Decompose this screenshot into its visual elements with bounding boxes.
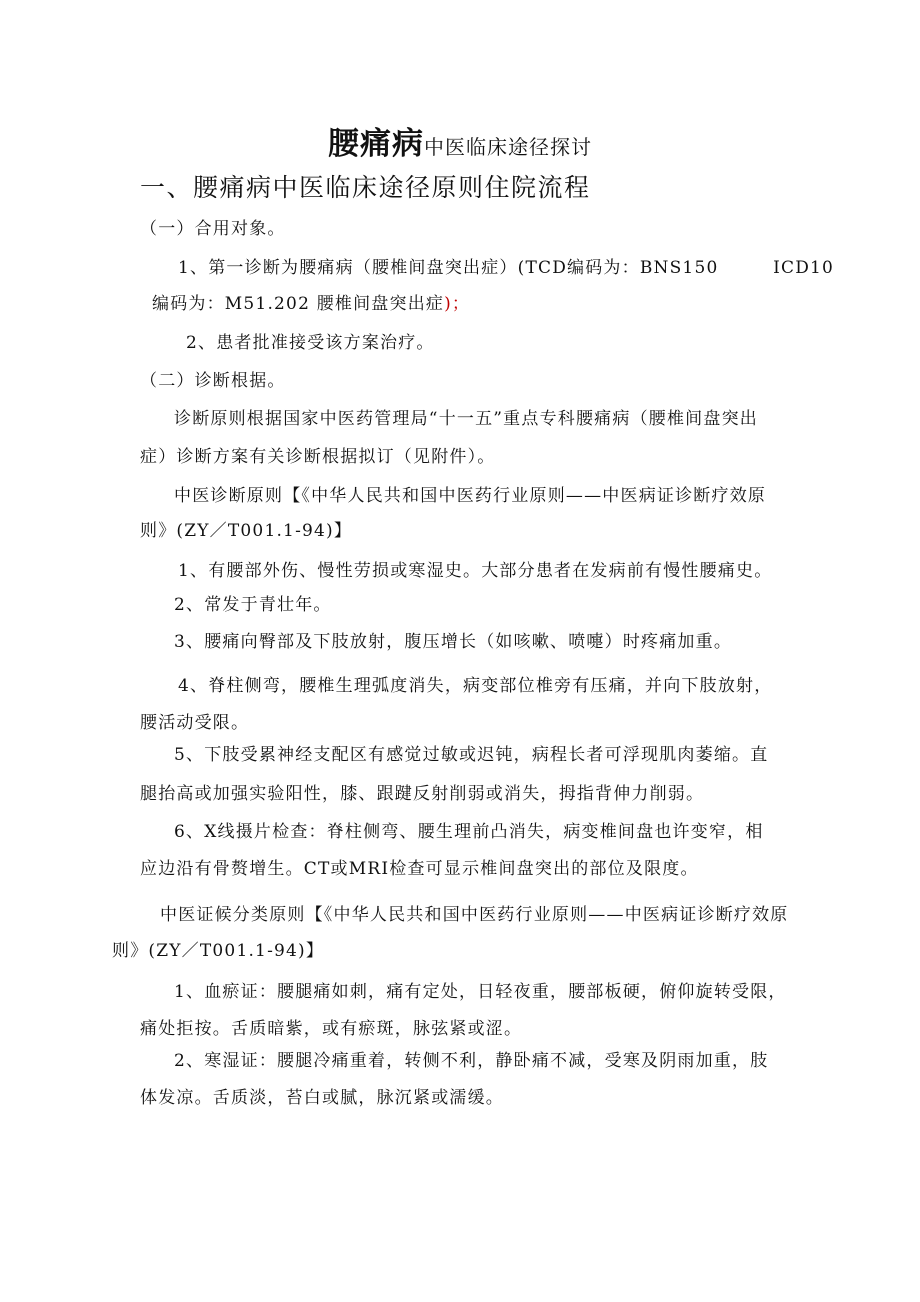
paragraph-line: 则》(ZY／T001.1-94)】 [140, 521, 353, 541]
paragraph-line: 中医证候分类原则【《中华人民共和国中医药行业原则——中医病证诊断疗效原 [160, 905, 789, 925]
paragraph-line: 诊断原则根据国家中医药管理局“十一五”重点专科腰痛病（腰椎间盘突出 [174, 409, 758, 429]
criterion-item: 6、X线摄片检查：脊柱侧弯、腰生理前凸消失，病变椎间盘也许变窄，相 [174, 822, 764, 842]
syndrome-item: 痛处拒按。舌质暗紫，或有瘀斑，脉弦紧或涩。 [140, 1019, 523, 1039]
criterion-item: 4、脊柱侧弯，腰椎生理弧度消失，病变部位椎旁有压痛，并向下肢放射， [178, 676, 773, 696]
closing-punctuation: )； [444, 294, 471, 314]
criterion-item: 3、腰痛向臀部及下肢放射，腹压增长（如咳嗽、喷嚏）时疼痛加重。 [174, 632, 733, 652]
criterion-item: 腿抬高或加强实验阳性，膝、跟踺反射削弱或消失，拇指背伸力削弱。 [140, 784, 705, 804]
subsection-diagnosis-basis: （二）诊断根据。 [140, 371, 286, 391]
title-main: 腰痛病 [328, 126, 424, 162]
syndrome-item: 体发凉。舌质淡，苔白或腻，脉沉紧或濡缓。 [140, 1088, 504, 1108]
paragraph-line: 症）诊断方案有关诊断根据拟订（见附件）。 [140, 447, 496, 467]
document-title [0, 118, 920, 163]
paragraph-line: 中医诊断原则【《中华人民共和国中医药行业原则——中医病证诊断疗效原 [174, 486, 767, 506]
paragraph-line: 则》(ZY／T001.1-94)】 [112, 941, 325, 961]
syndrome-item: 1、血瘀证：腰腿痛如刺，痛有定处，日轻夜重，腰部板硬，俯仰旋转受限， [174, 982, 787, 1002]
code-text: 编码为：M51.202 腰椎间盘突出症 [152, 294, 445, 314]
criterion-item: 5、下肢受累神经支配区有感觉过敏或迟钝，病程长者可浮现肌肉萎缩。直 [174, 745, 769, 765]
criterion-item: 应边沿有骨赘增生。CT或MRI检查可显示椎间盘突出的部位及限度。 [140, 859, 699, 879]
criterion-item: 1、有腰部外伤、慢性劳损或寒湿史。大部分患者在发病前有慢性腰痛史。 [178, 561, 773, 581]
paragraph-line [152, 293, 470, 315]
subsection-applicable-objects: （一）合用对象。 [140, 219, 286, 239]
paragraph-line: 1、第一诊断为腰痛病（腰椎间盘突出症）(TCD编码为：BNS150 ICD10 [178, 258, 835, 278]
syndrome-item: 2、寒湿证：腰腿冷痛重着，转侧不利，静卧痛不减，受寒及阴雨加重，肢 [174, 1051, 769, 1071]
section-heading-1: 一、腰痛病中医临床途径原则住院流程 [140, 173, 591, 202]
criterion-item: 腰活动受限。 [140, 713, 250, 733]
title-subtitle: 中医临床途径探讨 [424, 135, 592, 159]
criterion-item: 2、常发于青壮年。 [174, 595, 332, 615]
paragraph-line: 2、患者批准接受该方案治疗。 [186, 333, 435, 353]
